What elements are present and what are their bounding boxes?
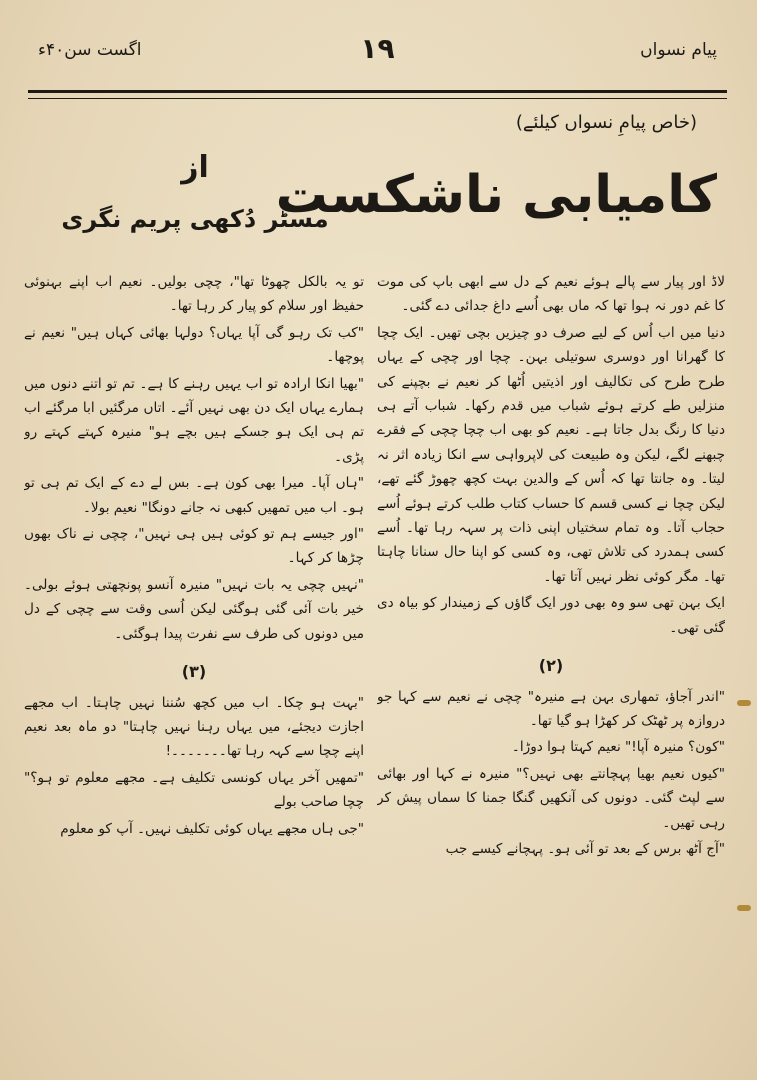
- paragraph: "بھیا انکا ارادہ تو اب یہیں رہنے کا ہے۔ تم تو اتنے دنوں میں ہمارے یہاں ایک دن بھی نہیں آئے۔ اتاں مرگئیں ابا مرگئے اب تم ہی ایک ہو جسکے ہیں بچے ہو" منیرہ کہتے کہتے رو پڑی۔: [24, 375, 364, 465]
- paragraph: "ہاں آپا۔ میرا بھی کون ہے۔ بس لے دے کے ایک تم ہی تو ہو۔ اب میں تمھیں کبھی نہ جانے دونگا" نعیم بولا۔: [24, 475, 364, 516]
- paragraph: "اندر آجاؤ، تمھاری بہن ہے منیرہ" چچی نے نعیم سے کہا جو دروازہ پر ٹھٹک کر کھڑا ہو گیا تھا۔: [377, 688, 725, 729]
- author-preposition: از: [181, 150, 209, 185]
- paragraph: "کب تک رہو گی آپا یہاں؟ دولہا بھائی کہاں ہیں" نعیم نے پوچھا۔: [24, 324, 364, 366]
- paragraph: "بہت ہو چکا۔ اب میں کچھ سُننا نہیں چاہتا۔ اب مجھے اجازت دیجئے، میں یہاں رہنا نہیں چاہتا" دو ماہ بعد نعیم اپنے چچا سے کہہ رہا تھا۔۔۔۔۔۔۔!: [24, 694, 364, 760]
- paragraph: "کیوں نعیم بھیا پہچانتے بھی نہیں؟" منیرہ نے کہا اور بھائی سے لپٹ گئی۔ دونوں کی آنکھیں گنگا جمنا کا سماں پیش کر رہی تھیں۔: [377, 765, 725, 831]
- text-column-right: [377, 270, 725, 1060]
- journal-name: پیام نسواں: [640, 40, 717, 60]
- paragraph: "اور جیسے ہم تو کوئی ہیں ہی نہیں"، چچی نے ناک بھوں چڑھا کر کہا۔: [24, 526, 364, 567]
- paragraph: "آج آٹھ برس کے بعد تو آئی ہو۔ پہچانے کیسے جب: [445, 840, 725, 857]
- article-title: کامیابی ناشکست: [275, 165, 717, 225]
- paragraph: "کون؟ منیرہ آپا!" نعیم کہتا ہوا دوڑا۔: [511, 739, 725, 756]
- page-number: ۱۹: [360, 32, 395, 65]
- binding-pin: [737, 905, 751, 911]
- section-number: (۲): [538, 656, 564, 676]
- header-rule: [28, 90, 727, 99]
- text-column-left: [24, 270, 364, 1060]
- paragraph: "تمھیں آخر یہاں کونسی تکلیف ہے۔ مجھے معلوم تو ہو؟" چچا صاحب بولے: [24, 769, 364, 811]
- paragraph: دنیا میں اب اُس کے لیے صرف دو چیزیں بچی تھیں۔ ایک چچا کا گھرانا اور دوسری سوتیلی بہن۔ چچا اور چچی کے یہاں طرح طرح کی تکالیف اور اذیتیں اُٹھا کر نعیم نے بچپنے کی منزلیں طے کرتے ہوئے شباب میں قدم رکھا۔ شباب آتے ہی دنیا کا رنگ بدل جاتا ہے۔ نعیم کو بھی اب چچا چچی کے فقرے چبھنے لگے، لیکن وہ طبیعت کی لاپرواہی سے انکا زیادہ اثر نہ لیتا۔ وہ جانتا تھا کہ اُس کے والدین بہت کچھ چھوڑ گئے تھے، لیکن چچا نے کسی قسم کا حساب کتاب طلب کرتے ہوئے اُسے حجاب آتا۔ وہ تمام سختیاں اپنی ذات پر سہہ رہا تھا۔ اُسے کسی ہمدرد کی تلاش تھی، وہ کسی کو اپنا حال سنانا چاہتا تھا۔ مگر کوئی نظر نہیں آتا تھا۔: [377, 324, 725, 585]
- paragraph: "جی ہاں مجھے یہاں کوئی تکلیف نہیں۔ آپ کو معلوم: [60, 820, 364, 837]
- paragraph: ایک بہن تھی سو وہ بھی دور ایک گاؤں کے زمیندار کو بیاہ دی گئی تھی۔: [377, 595, 725, 636]
- paragraph: تو یہ بالکل چھوٹا تھا"، چچی بولیں۔ نعیم اب اپنے بہنوئی حفیظ اور سلام کو پیار کر رہا تھا۔: [24, 274, 364, 315]
- article-author: مسٹر دُکھی پریم نگری: [61, 205, 329, 233]
- paragraph: لاڈ اور پیار سے پالے ہوئے نعیم کے دل سے ابھی باپ کی موت کا غم دور نہ ہوا تھا کہ ماں بھی اُسے داغ جدائی دے گئی۔: [377, 274, 725, 315]
- article-tagline: (خاص پیامِ نسواں کیلئے): [515, 112, 697, 133]
- page-header: [28, 28, 727, 98]
- issue-date: اگست سن۴۰ء: [38, 40, 142, 60]
- section-number: (۳): [181, 662, 207, 682]
- binding-pin: [737, 700, 751, 706]
- paragraph: "نہیں چچی یہ بات نہیں" منیرہ آنسو پونچھتی ہوئے بولی۔ خیر بات آئی گئی ہوگئی لیکن اُسی وقت سے چچی کے دل میں دونوں کی طرف سے نفرت پیدا ہوگئی۔: [24, 576, 364, 642]
